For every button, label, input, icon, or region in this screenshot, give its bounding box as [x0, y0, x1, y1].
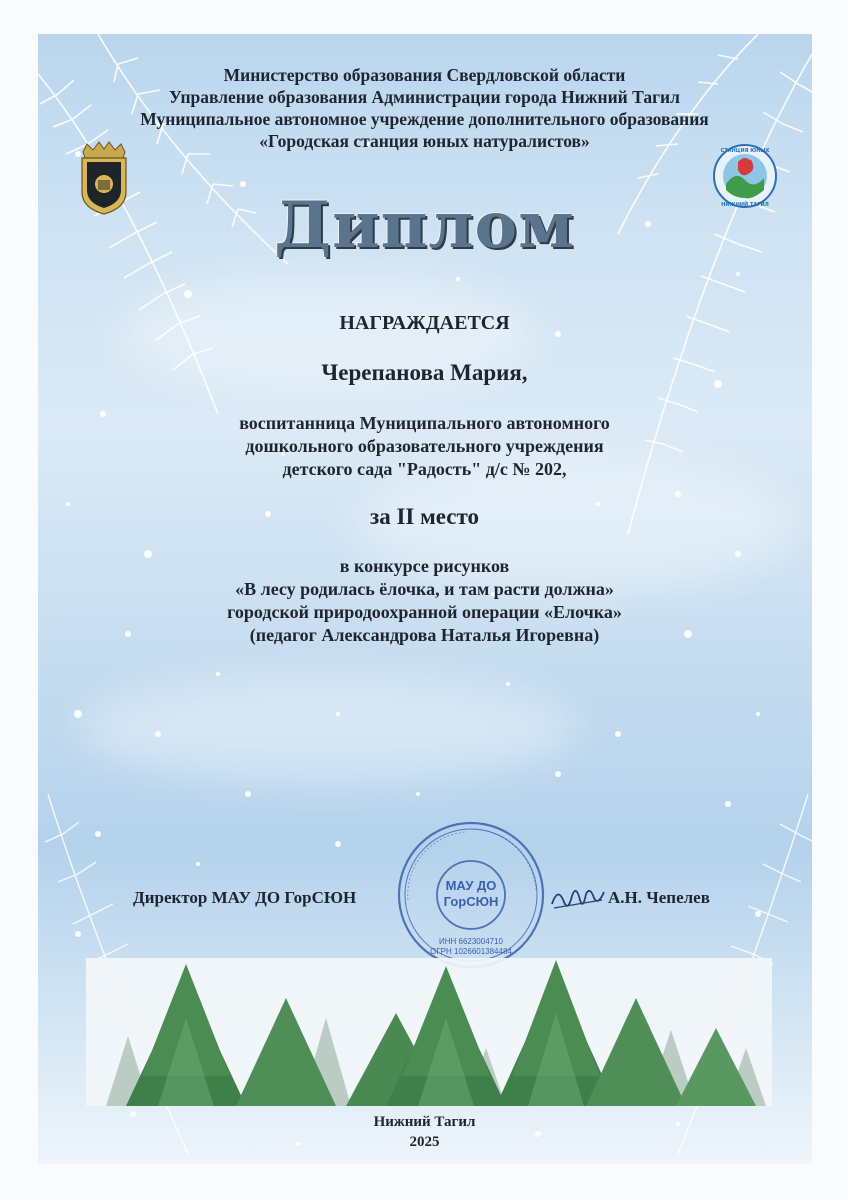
signatory-position: Директор МАУ ДО ГорСЮН [133, 888, 357, 907]
affiliation-line-2: дошкольного образовательного учреждения [245, 436, 604, 456]
place-awarded: за II место [369, 504, 479, 529]
contest-line-4: (педагог Александрова Наталья Игоревна) [249, 625, 600, 645]
header-institution: Муниципальное автономное учреждение дополнительного образования [140, 109, 709, 129]
stamp-center-line-1: МАУ ДО [445, 878, 497, 893]
contest-line-2: «В лесу родилась ёлочка, и там расти должна» [235, 579, 614, 599]
diploma-title: Диплом [274, 188, 575, 263]
header-department: Управление образования Администрации города Нижний Тагил [169, 87, 680, 107]
affiliation-line-1: воспитанница Муниципального автономного [239, 413, 610, 433]
contest-line-3: городской природоохранной операции «Елочка» [227, 602, 622, 622]
signatory-name: А.Н. Чепелев [608, 888, 710, 907]
year: 2025 [409, 1134, 440, 1150]
recipient-affiliation [0, 412, 849, 481]
stamp-center-line-2: ГорСЮН [443, 894, 499, 909]
place-and-year [0, 1112, 849, 1152]
stamp-inn: ИНН 6623004710 [438, 937, 504, 946]
svg-text:СТАНЦИЯ ЮНЫХ: СТАНЦИЯ ЮНЫХ [720, 148, 770, 154]
header-ministry: Министерство образования Свердловской области [223, 65, 626, 85]
handwritten-signature [548, 878, 608, 918]
issuer-header [0, 64, 849, 152]
contest-description [0, 555, 849, 647]
city-name: Нижний Тагил [373, 1114, 476, 1130]
svg-text:НИЖНИЙ ТАГИЛ: НИЖНИЙ ТАГИЛ [721, 202, 769, 208]
affiliation-line-3: детского сада "Радость" д/с № 202, [282, 459, 567, 479]
stamp-ogrn: ОГРН 1026601384484 [430, 947, 512, 956]
recipient-name: Черепанова Мария, [321, 360, 528, 385]
fir-trees-illustration [86, 958, 772, 1106]
contest-line-1: в конкурсе рисунков [339, 556, 510, 576]
official-stamp [396, 820, 546, 970]
header-station-name: «Городская станция юных натуралистов» [259, 131, 590, 151]
awarded-label: НАГРАЖДАЕТСЯ [339, 312, 510, 334]
